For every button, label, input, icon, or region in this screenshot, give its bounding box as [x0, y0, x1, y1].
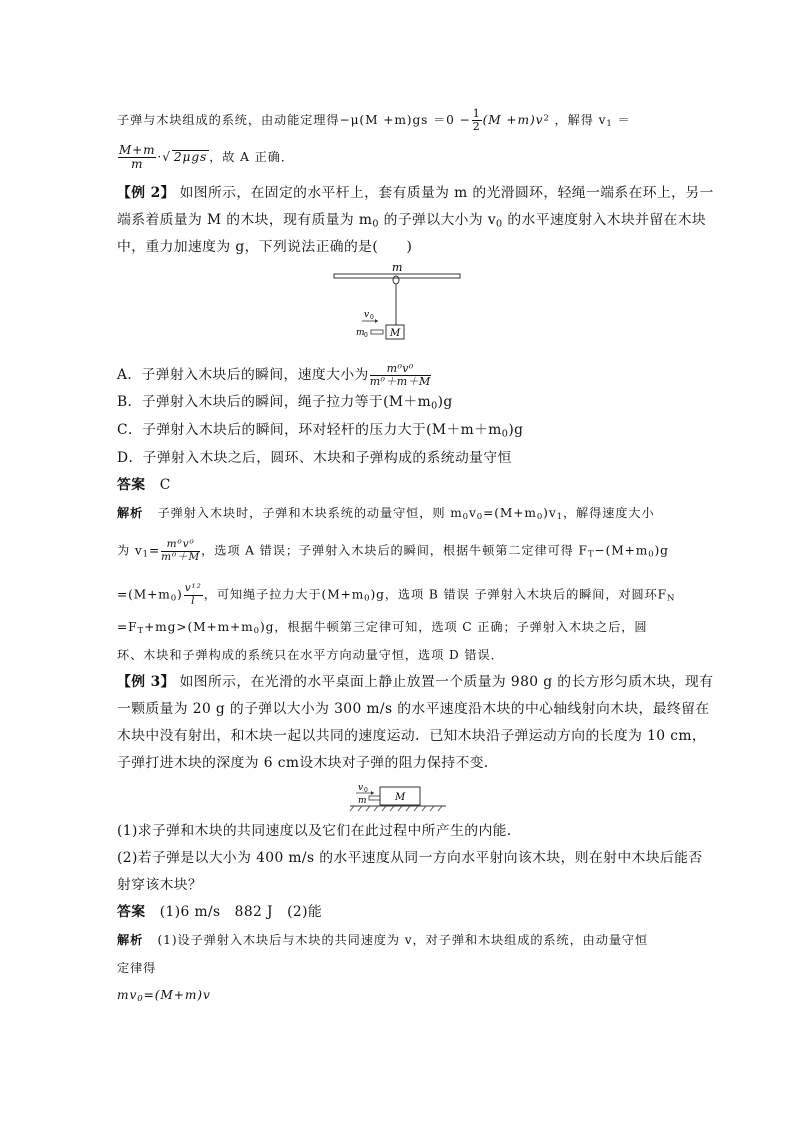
option-a-fraction: $\frac{\text{m⁰v⁰}}{\text{m⁰＋m＋M}}$ [369, 362, 431, 389]
ex3-fig-label-v: v [358, 783, 364, 793]
energy-text: 子弹与木块组成的系统，由动能定理得−μ(M +m)gs ＝0 − [117, 113, 471, 128]
ex2-analysis-line-5: 环、木块和子弹构成的系统只在水平方向动量守恒，选项 D 错误． [117, 648, 504, 662]
analysis-label: 解析 [117, 506, 144, 520]
ex2-option-d: D．子弹射入木块之后，圆环、木块和子弹构成的系统动量守恒 [117, 450, 512, 466]
ex3-fig-label-M: M [395, 792, 406, 803]
half-fraction: $\frac{1}{2}$ [472, 107, 481, 134]
ex3-question-line-1: 【例 3】 如图所示，在光滑的水平桌面上静止放置一个质量为 980 g 的长方形匀质木块，现有 [117, 674, 714, 690]
ex2-fig-bullet [371, 330, 383, 334]
ex2-question-line-2: 端系着质量为 M 的木块，现有质量为 $m_0$ 的子弹以大小为 $v_0$ 的水平速度射入木块并留在木块 [117, 212, 707, 230]
ex2-analysis-line-2: 为 $v_1=$ $\frac{\text{m⁰v⁰}}{\text{m⁰＋M}}$ ，选项 A 错误；子弹射入木块后的瞬间，根据牛顿第二定律可得 $F_T-(M+m_0)g$ [117, 538, 669, 563]
ex3-figure [344, 780, 450, 812]
ex2-fig-label-v-sub: 0 [370, 314, 374, 321]
ex2-option-c: C．子弹射入木块后的瞬间，环对轻杆的压力大于$(M+m+m_0)g$ [117, 422, 524, 440]
ex3-part-2-line-2: 射穿该木块？ [117, 877, 203, 893]
ex3-question-line-2: 一颗质量为 20 g 的子弹以大小为 300 m/s 的水平速度沿木块的中心轴线射向木块，最终留在 [117, 701, 710, 717]
ex2-fig-label-m: m [392, 261, 403, 274]
ex3-fig-label-m: m [358, 796, 367, 806]
ex2-tag: 【例 2】 [117, 185, 175, 201]
ex3-analysis-line-2: 定律得 [117, 961, 157, 975]
energy-line-2: $\frac{M+m}{m}$ ·√ 2μgs ，故 A 正确． [119, 143, 294, 172]
answer-value: (1)6 m/s 882 J (2)能 [159, 904, 323, 920]
sqrt-body: 2μgs [173, 150, 208, 165]
ex3-part-1: (1)求子弹和木块的共同速度以及它们在此过程中所产生的内能． [117, 823, 522, 839]
sqrt-sign: √ [162, 150, 171, 165]
ex2-option-b: B．子弹射入木块后的瞬间，绳子拉力等于$(M+m_0)g$ [117, 394, 453, 412]
ex2-answer [117, 479, 171, 493]
ex3-fig-bullet [369, 796, 380, 800]
ex2-fig-label-m0: m [356, 328, 365, 338]
ex3-fig-label-v-sub: 0 [364, 787, 368, 794]
ex3-question-line-4: 子弹打进木块的深度为 6 cm设木块对子弹的阻力保持不变． [117, 755, 499, 771]
ex3-momentum-equation: $mv_0=(M+m)v$ [117, 988, 211, 1005]
answer-value: C [159, 477, 171, 493]
ex2-analysis-line-3: $=(M+m_0)$ $\frac{\text{v¹²}}{l}$ ，可知绳子拉力大于$(M+m_0)g$，选项 B 错误 子弹射入木块后的瞬间，对圆环$F_N$ [117, 582, 676, 607]
energy-line-1: 子弹与木块组成的系统，由动能定理得−μ(M +m)gs ＝0 − $\frac{1}{2}$ $(M +m)v^2$ ，解得 $v_1$ ＝ [117, 107, 631, 134]
result-fraction: $\frac{M+m}{m}$ [119, 143, 156, 172]
ex2-figure [330, 258, 465, 343]
answer-label: 答案 [117, 477, 146, 493]
ex3-fig-table-hatch [350, 806, 442, 811]
ex2-question-line-1: 【例 2】 如图所示，在固定的水平杆上，套有质量为 m 的光滑圆环，轻绳一端系在环上，另一 [117, 185, 714, 201]
analysis-fraction-2: $\frac{\text{v¹²}}{l}$ [184, 582, 202, 607]
ex2-option-a: A．子弹射入木块后的瞬间，速度大小为 $\frac{\text{m⁰v⁰}}{\text{m⁰＋m＋M}}$ [117, 362, 431, 389]
ex2-question-line-3: 中，重力加速度为 g，下列说法正确的是( ) [117, 239, 413, 255]
ex2-fig-arrowhead [375, 319, 378, 323]
answer-label: 答案 [117, 904, 146, 920]
ex2-fig-label-M: M [390, 328, 401, 339]
ex2-analysis-line-4: $=F_T+mg>(M+m+m_0)g$，根据牛顿第三定律可知，选项 C 正确；子弹射入木块之后，圆 [117, 620, 648, 637]
analysis-fraction-1: $\frac{\text{m⁰v⁰}}{\text{m⁰＋M}}$ [161, 538, 201, 563]
ex3-fig-arrowhead [371, 791, 374, 795]
ex3-part-2-line-1: (2)若子弹是以大小为 400 m/s 的水平速度从同一方向水平射向该木块，则在射中木块后能否 [117, 850, 703, 866]
ex3-answer [117, 906, 322, 920]
ex3-analysis-line-1: 解析 (1)设子弹射入木块后与木块的共同速度为 v，对子弹和木块组成的系统，由动量守恒 [117, 933, 649, 947]
ex2-fig-label-m0-sub: 0 [364, 332, 368, 339]
analysis-label: 解析 [117, 933, 144, 947]
ex2-analysis-line-1: 解析 子弹射入木块时，子弹和木块系统的动量守恒，则 $m_0v_0=(M+m_0)v_1$，解得速度大小 [117, 506, 655, 523]
ex3-tag: 【例 3】 [117, 674, 175, 690]
ex2-fig-label-v: v [364, 310, 370, 320]
ex3-question-line-3: 木块中没有射出，和木块一起以共同的速度运动．已知木块沿子弹运动方向的长度为 10 cm， [117, 728, 707, 744]
